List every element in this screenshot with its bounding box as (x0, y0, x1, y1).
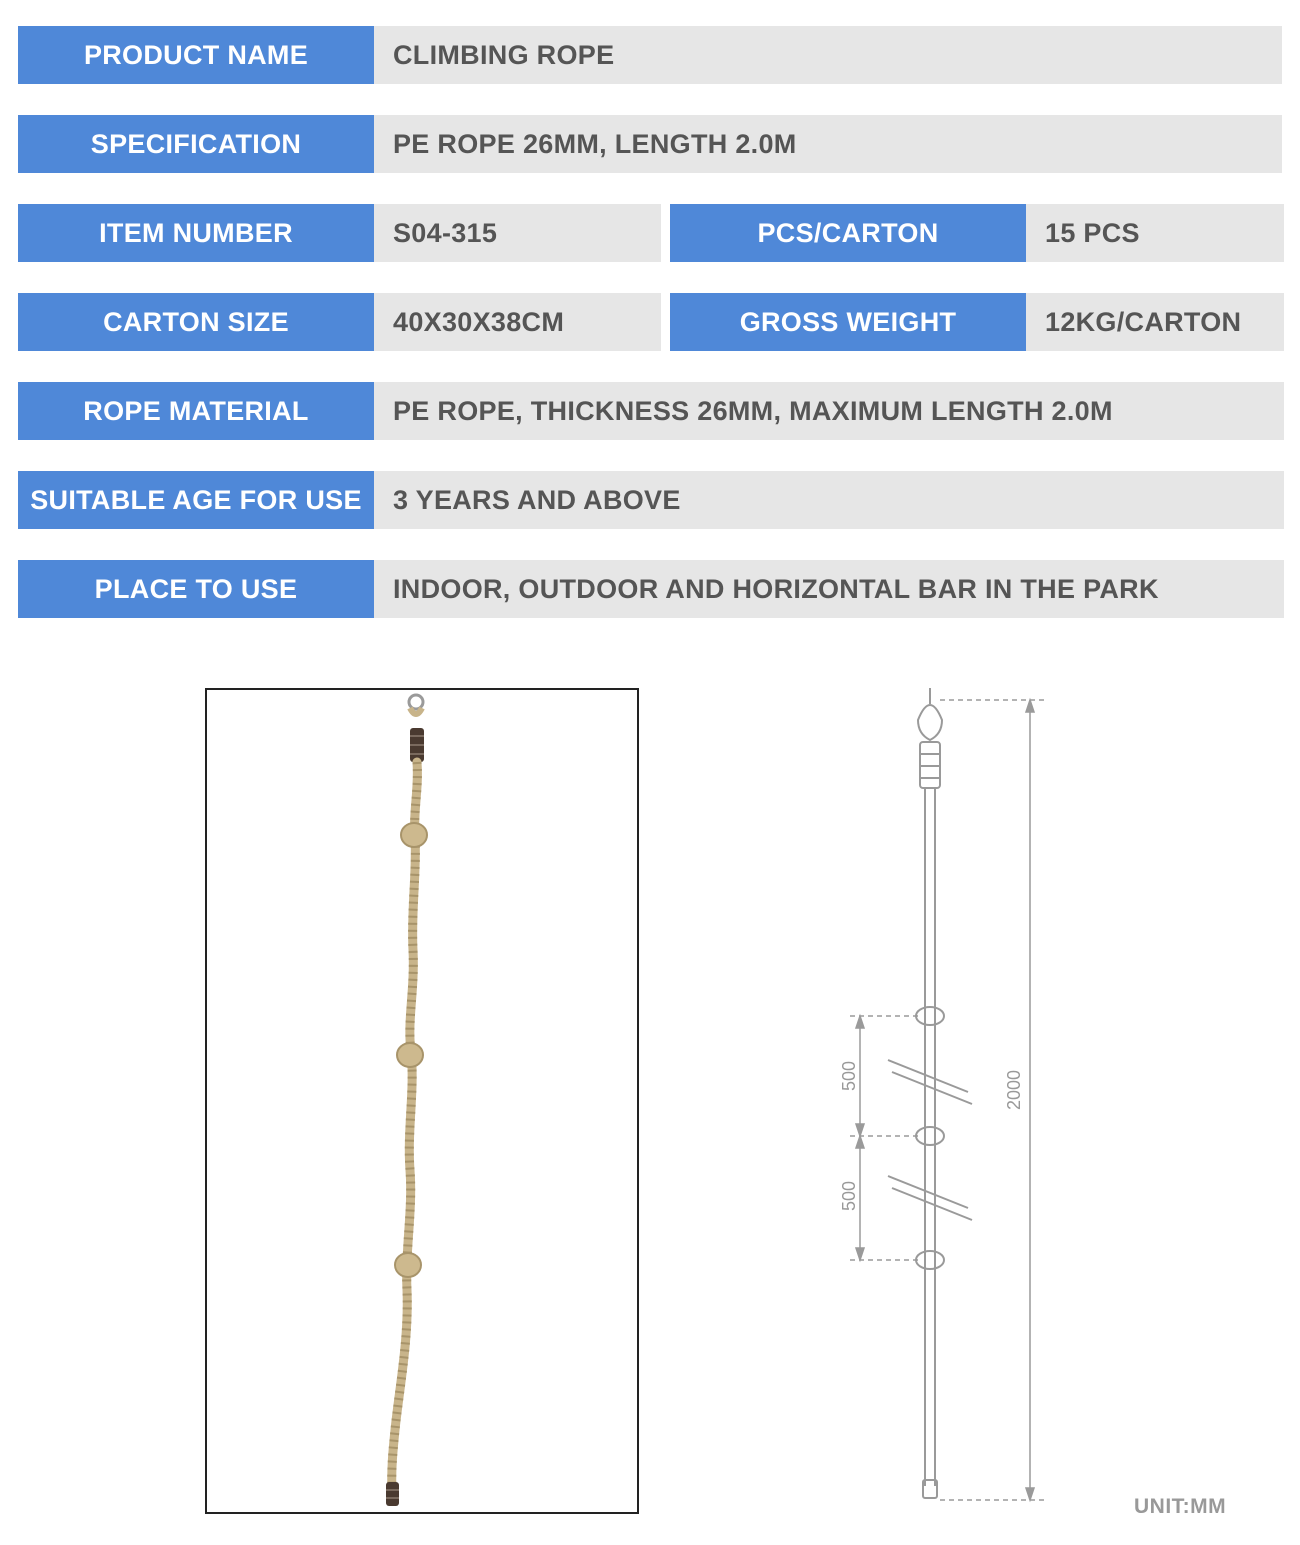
total-length-dimension: 2000 (1004, 1069, 1024, 1111)
spec-row-product-name (18, 26, 1282, 84)
product-name-value: CLIMBING ROPE (374, 26, 1282, 84)
suitable-age-value: 3 YEARS AND ABOVE (374, 471, 1284, 529)
specification-label: SPECIFICATION (18, 115, 374, 173)
rope-material-value: PE ROPE, THICKNESS 26MM, MAXIMUM LENGTH 2.0M (374, 382, 1284, 440)
place-to-use-value: INDOOR, OUTDOOR AND HORIZONTAL BAR IN THE PARK (374, 560, 1284, 618)
specification-value: PE ROPE 26MM, LENGTH 2.0M (374, 115, 1282, 173)
item-number-label: ITEM NUMBER (18, 204, 374, 262)
place-to-use-label: PLACE TO USE (18, 560, 374, 618)
spec-row-place-to-use (18, 560, 1284, 618)
product-photo (205, 688, 639, 1514)
spec-row-specification (18, 115, 1282, 173)
technical-drawing (800, 680, 1100, 1520)
spec-row-suitable-age (18, 471, 1284, 529)
spec-row-rope-material (18, 382, 1284, 440)
spec-row-carton-size (18, 293, 1284, 351)
suitable-age-label: SUITABLE AGE FOR USE (18, 471, 374, 529)
pcs-carton-value: 15 PCS (1026, 204, 1284, 262)
rope-material-label: ROPE MATERIAL (18, 382, 374, 440)
knot-spacing-dimension-1: 500 (839, 1060, 859, 1092)
gross-weight-value: 12KG/CARTON (1026, 293, 1284, 351)
knot-spacing-dimension-2: 500 (839, 1180, 859, 1212)
climbing-rope-image (207, 690, 637, 1512)
spec-row-item-number (18, 204, 1284, 262)
item-number-value: S04-315 (374, 204, 661, 262)
product-name-label: PRODUCT NAME (18, 26, 374, 84)
gross-weight-label: GROSS WEIGHT (670, 293, 1026, 351)
carton-size-value: 40X30X38CM (374, 293, 661, 351)
unit-label: UNIT:MM (1134, 1495, 1227, 1518)
rope-dimension-drawing (800, 680, 1100, 1520)
carton-size-label: CARTON SIZE (18, 293, 374, 351)
pcs-carton-label: PCS/CARTON (670, 204, 1026, 262)
